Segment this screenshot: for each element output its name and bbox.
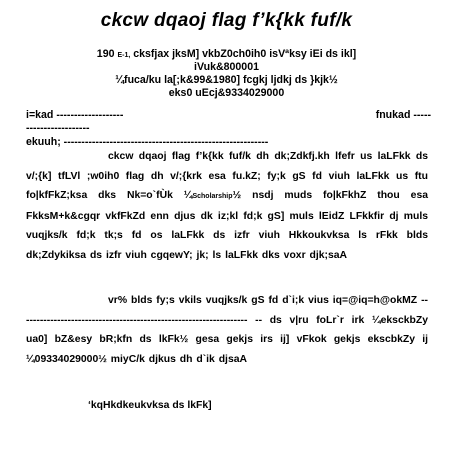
body-paragraph-2: vr% blds fy;s vkils vuqjks/k gS fd d`i;k vius iq=@iq=h@okMZ ------------------------------------------------------------------ -- ds v|ru foLr`r irk ¼eksckbZy ua0] bZ&esy bR;kfn ds lkFk½ gesa gekjs irs ij] vFkok gekjs ekscbkZy ij ¼09334029000½ miyC/k djkus dh d`ik djsaA bbox=[26, 295, 428, 365]
address-number: 190 bbox=[96, 48, 115, 60]
address-block-code: E-1, bbox=[117, 52, 131, 59]
address-street: cksfjax jksM] vkbZ0ch0ih0 isVªksy iEi ds ikl] bbox=[130, 48, 357, 60]
paragraph-1-text-a: ckcw dqaoj flag f’k{kk fuf/k dh dk;Zdkfj.kh lfefr us laLFkk ds v/;{k] tfLVl ;w0ih0 flag dh v/;{krk esa fu.kZ; fy;k gS fd viuh laLFkk us ftu fo|kfFkZ;ksa dks Nk=o`fÙk ¼ bbox=[26, 151, 428, 201]
paragraph-1-text-b: ½ nsdj muds fo|kFkhZ thou esa FkksM+k&cgqr vkfFkZd enn djus dk iz;kl fd;k gS] muls lEidZ LFkkfir dj muls vuqjks/k fd;k tk;s fd os laLFkk ds izfr viuh Hkkoukvksa ls rFkk blds dk;Zdykiksa ds izfr viuh cgqewY; jk; ls laLFkk dks voxr djk;saA bbox=[26, 190, 428, 261]
address-line-1 bbox=[0, 48, 453, 62]
date-label: fnukad ----- bbox=[375, 109, 431, 121]
date-line-continuation: ------------------ bbox=[26, 122, 90, 134]
mobile-line: eks0 uEcj&9334029000 bbox=[168, 87, 285, 99]
reference-number-label: i=kad ------------------- bbox=[26, 109, 124, 121]
closing-greeting: ‘kqHkdkeukvksa ds lkFk] bbox=[88, 400, 212, 411]
salutation-line: ekuuh; ---------------------------------------------------------- bbox=[26, 136, 269, 148]
address-line-2: iVuk&800001 bbox=[194, 61, 259, 73]
scholarship-word: Scholarship bbox=[192, 193, 233, 200]
body-paragraph-1 bbox=[26, 147, 428, 265]
registration-line: ¼fuca/ku la[;k&99&1980] fcgkj ljdkj ds }kjk½ bbox=[115, 74, 338, 86]
organization-title: ckcw dqaoj flag f’k{kk fuf/k bbox=[100, 10, 353, 31]
